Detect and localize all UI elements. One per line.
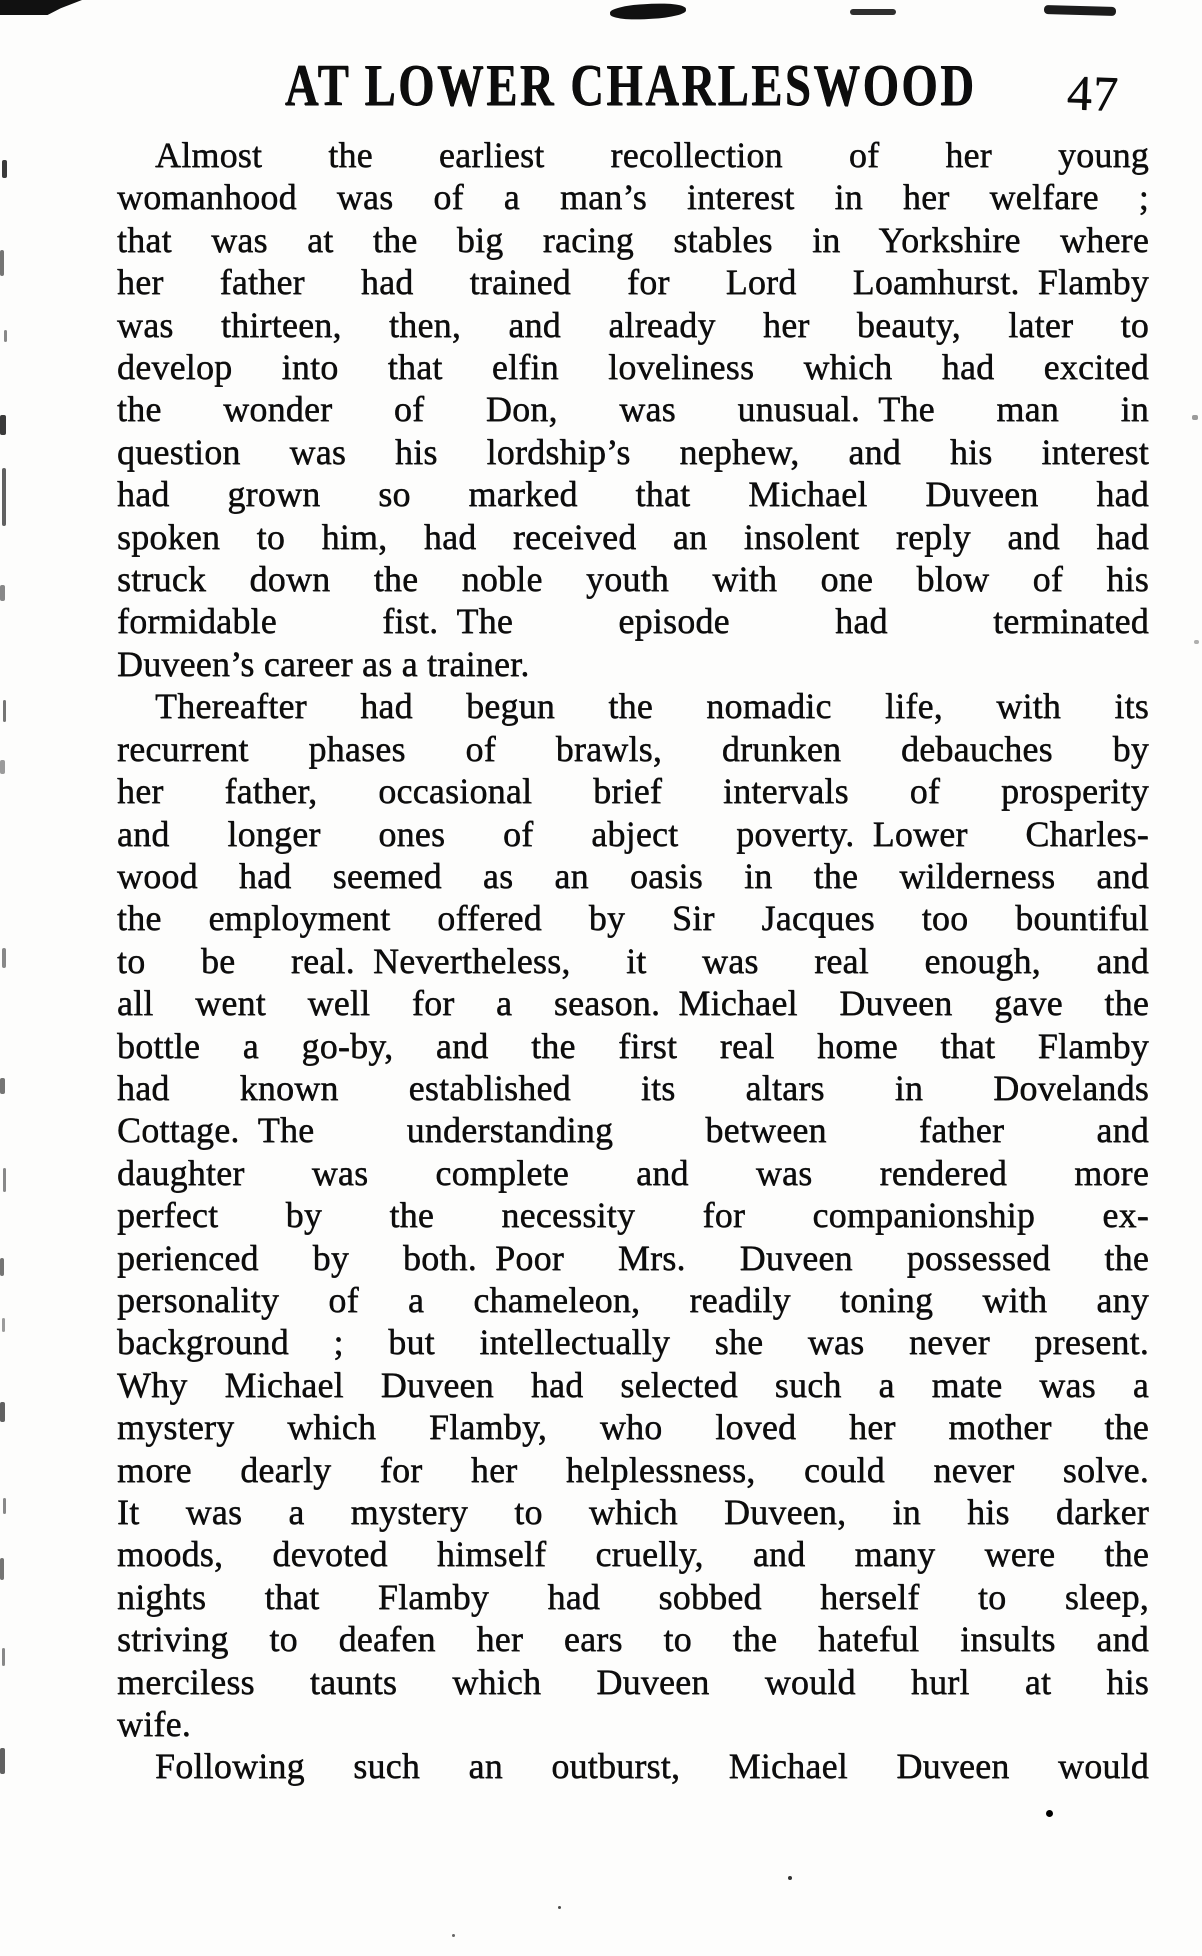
text-line: that was at the big racing stables in Yorkshire where [117, 219, 1149, 260]
scan-speck [0, 1258, 4, 1276]
text-line: striving to deafen her ears to the hateful insults and [117, 1619, 1149, 1660]
scan-speck [0, 1748, 5, 1774]
text-line: personality of a chameleon, readily toning with any [117, 1279, 1149, 1320]
paragraph [117, 685, 1149, 1745]
scan-speck [1192, 415, 1198, 420]
text-line: bottle a go-by, and the first real home that Flamby [117, 1025, 1149, 1066]
scan-speck [0, 585, 5, 601]
scan-speck [0, 250, 4, 276]
scan-speck [2, 948, 6, 968]
scan-artifact-top-right [1044, 5, 1116, 16]
text-line: had known established its altars in Dovelands [117, 1067, 1149, 1108]
scan-speck [0, 1558, 4, 1580]
text-line: Cottage. The understanding between father and [117, 1110, 1149, 1151]
text-line: perienced by both. Poor Mrs. Duveen possessed the [117, 1237, 1149, 1278]
text-line: wife. [117, 1704, 191, 1745]
scan-dot [452, 1934, 455, 1937]
text-line: merciless taunts which Duveen would hurl at his [117, 1661, 1149, 1702]
text-line: struck down the noble youth with one blow of his [117, 559, 1149, 600]
text-line: the employment offered by Sir Jacques too bountiful [117, 898, 1149, 939]
text-line: Duveen’s career as a trainer. [117, 643, 530, 684]
text-line: more dearly for her helplessness, could never solve. [117, 1449, 1149, 1490]
scan-speck [1194, 640, 1199, 644]
scan-speck [0, 760, 5, 774]
text-line: all went well for a season. Michael Duveen gave the [117, 983, 1149, 1024]
scan-speck [2, 160, 7, 178]
text-line: perfect by the necessity for companionship ex- [117, 1195, 1149, 1236]
chapter-title: AT LOWER CHARLESWOOD [285, 53, 977, 119]
page-header [115, 52, 1147, 122]
scan-speck [0, 415, 6, 435]
text-line: Thereafter had begun the nomadic life, with its [155, 686, 1149, 727]
scan-speck [2, 468, 6, 526]
scan-speck [4, 330, 7, 342]
scan-speck [3, 1498, 6, 1514]
text-line: Why Michael Duveen had selected such a mate was a [117, 1364, 1149, 1405]
text-line: mystery which Flamby, who loved her mother the [117, 1407, 1149, 1448]
text-line: It was a mystery to which Duveen, in his darker [117, 1492, 1149, 1532]
text-line: womanhood was of a man’s interest in her welfare ; [117, 177, 1149, 218]
text-line: recurrent phases of brawls, drunken debauches by [117, 728, 1149, 769]
text-line: her father had trained for Lord Loamhurst. Flamby [117, 262, 1149, 303]
scan-artifact-top-dash [850, 9, 896, 15]
text-line: formidable fist. The episode had terminated [117, 601, 1149, 642]
scan-artifact-top-left [0, 0, 82, 15]
text-line: Almost the earliest recollection of her young [155, 135, 1149, 175]
scan-speck [0, 1402, 5, 1422]
text-line: nights that Flamby had sobbed herself to sleep, [117, 1576, 1149, 1617]
scan-dot [1046, 1810, 1053, 1817]
text-line: question was his lordship’s nephew, and his interest [117, 431, 1149, 472]
paragraph [117, 1745, 1149, 1787]
text-line: background ; but intellectually she was never present. [117, 1322, 1149, 1363]
scan-speck [2, 1648, 5, 1666]
scan-speck [0, 1078, 5, 1094]
text-line: had grown so marked that Michael Duveen had [117, 474, 1149, 515]
text-line: spoken to him, had received an insolent reply and had [117, 516, 1149, 557]
text-line: develop into that elfin loveliness which had excited [117, 347, 1149, 388]
text-line: and longer ones of abject poverty. Lower Charles- [117, 813, 1149, 854]
text-line: daughter was complete and was rendered more [117, 1152, 1149, 1193]
paragraph [117, 134, 1149, 685]
text-line: to be real. Nevertheless, it was real enough, and [117, 940, 1149, 981]
scan-dot [788, 1876, 792, 1880]
text-line: the wonder of Don, was unusual. The man in [117, 389, 1149, 430]
scan-speck [2, 1318, 5, 1332]
text-line: moods, devoted himself cruelly, and many were the [117, 1534, 1149, 1575]
scan-speck [3, 1168, 6, 1192]
text-line: was thirteen, then, and already her beauty, later to [117, 304, 1149, 345]
scan-dot [558, 1906, 561, 1909]
page-number: 47 [1066, 64, 1120, 122]
scan-speck [3, 700, 6, 722]
text-line: wood had seemed as an oasis in the wilderness and [117, 855, 1149, 896]
text-line: her father, occasional brief intervals of prosperity [117, 771, 1149, 812]
text-line: Following such an outburst, Michael Duveen would [155, 1746, 1149, 1787]
page-body [117, 134, 1149, 1788]
scan-artifact-top-center [610, 2, 687, 21]
